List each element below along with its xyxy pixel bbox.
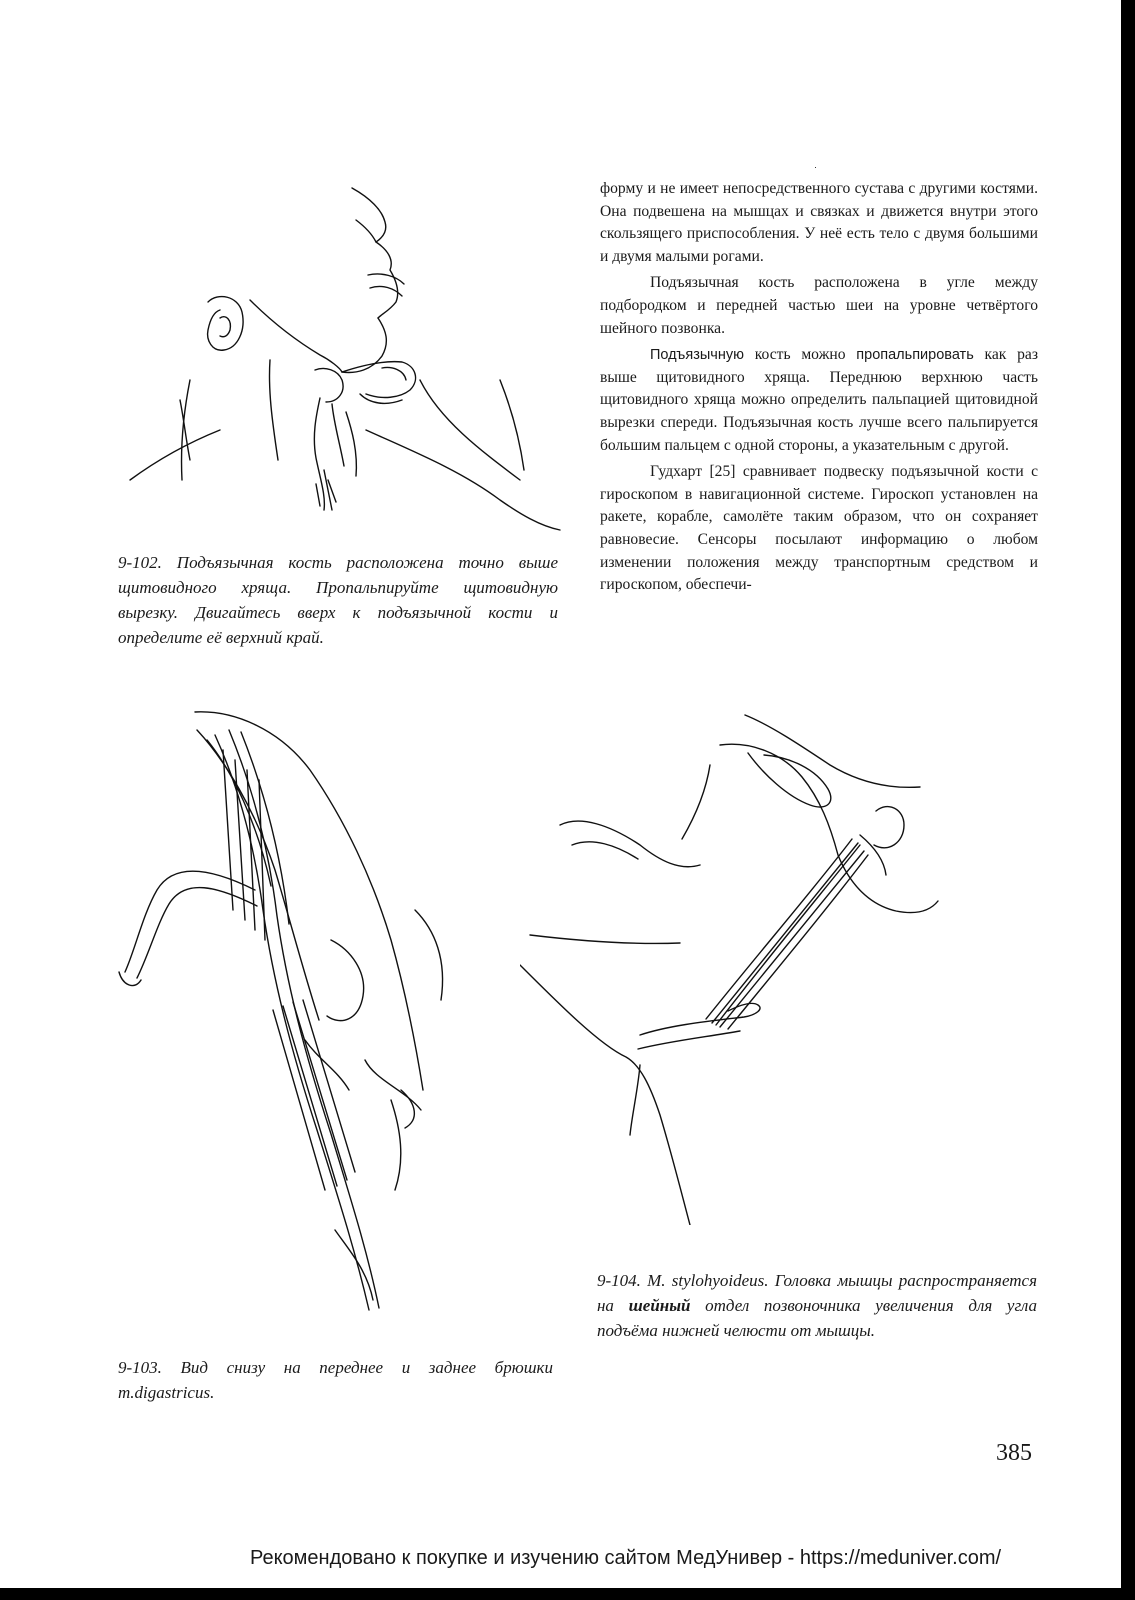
figure-9-103-illustration bbox=[105, 710, 485, 1320]
term-palpate: пропальпировать bbox=[856, 347, 974, 364]
figure-9-102-illustration bbox=[120, 180, 565, 535]
figure-9-104-illustration bbox=[520, 705, 940, 1225]
speck bbox=[815, 167, 816, 168]
caption-9-102: 9-102. Подъязычная кость расположена точно выше щитовидного хряща. Пропальпируйте щитовидную вырезку. Двигайтесь вверх к подъязычной кости и определите её верхний край. bbox=[118, 553, 558, 647]
caption-9-104-part2: отдел позвоночника увеличения для угла подъёма нижней челюсти от мышцы. bbox=[597, 1296, 1038, 1340]
right-scan-edge bbox=[1121, 0, 1135, 1600]
paragraph-1: форму и не имеет непосредственного сустава с другими костями. Она подвешена на мышцах и связках и движется внутри этого скользящего приспособления. У неё есть тело с двумя большими и двумя малыми рогами. bbox=[600, 180, 1038, 265]
paragraph-2: Подъязычная кость расположена в угле между подбородком и передней частью шеи на уровне четвёртого шейного позвонка. bbox=[600, 274, 1038, 337]
caption-9-104 bbox=[597, 1268, 1037, 1343]
page-number: 385 bbox=[996, 1440, 1032, 1466]
caption-9-104-part1: 9-104. M. stylohyoideus. Головка мышцы распространяется на bbox=[597, 1271, 1037, 1315]
bottom-scan-edge bbox=[0, 1588, 1135, 1600]
body-text-column bbox=[600, 178, 1038, 601]
paragraph-3 bbox=[600, 344, 1038, 457]
caption-9-103: 9-103. Вид снизу на переднее и заднее брюшки m.digastricus. bbox=[118, 1358, 553, 1402]
caption-9-104-bold: шейный bbox=[628, 1296, 691, 1315]
paragraph-4: Гудхарт [25] сравнивает подвеску подъязычной кости с гироскопом в навигационной системе. Гироскоп установлен на ракете, корабле, самолёте таким образом, что он сохраняет равновесие. Сенсоры посылают информацию о любом изменении положения между транспортным средством и гироскопом, обеспечи- bbox=[600, 463, 1038, 594]
term-hyoid: Подъязычную bbox=[650, 347, 744, 364]
paragraph-3-rest: как раз выше щитовидного хряща. Переднюю верхнюю часть щитовидного хряща можно определить пальпацией щитовидной вырезки спереди. Подъязычная кость лучше всего пальпируется большим пальцем с одной стороны, а указательным с другой. bbox=[600, 346, 1038, 454]
paragraph-3-part: кость можно bbox=[743, 346, 857, 364]
footer-recommendation: Рекомендовано к покупке и изучению сайтом МедУнивер - https://meduniver.com/ bbox=[250, 1547, 1002, 1569]
